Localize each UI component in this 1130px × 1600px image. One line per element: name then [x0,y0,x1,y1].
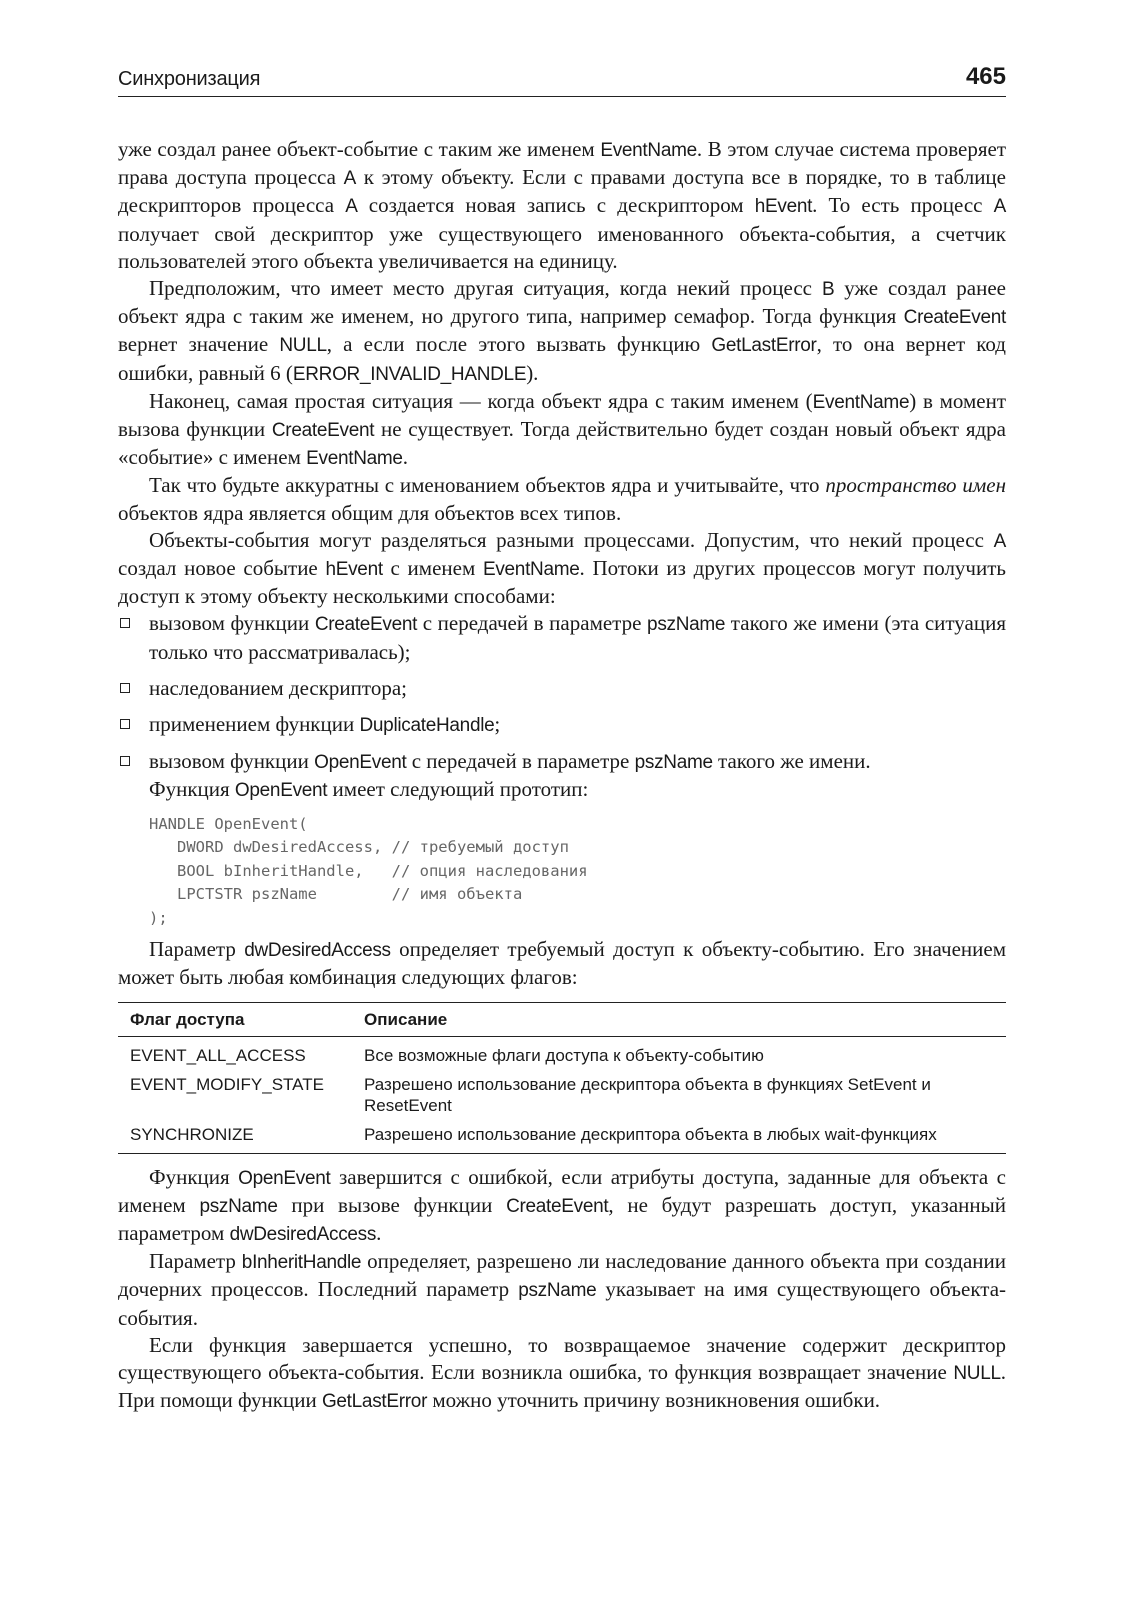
text-run: Предположим, что имеет место другая ситуация, когда некий процесс [149,276,822,301]
text-run: Наконец, самая простая ситуация — когда объект ядра с таким именем ( [149,388,813,413]
code-term: dwDesiredAccess [244,940,391,962]
text-run: , то она вернет код ошибки, равный 6 ( [118,332,1006,385]
code-term: hEvent [325,559,383,581]
access-flags-table [118,1002,1006,1154]
list-item [118,610,1006,665]
text-run: не существует. Тогда действительно будет создан новый объект ядра «событие» с именем [118,417,1006,470]
page-number: 465 [965,63,1006,90]
text-run: ) в момент вызова функции [118,388,1006,442]
text-run: завершится с ошибкой, если атрибуты доступа, заданные для объекта с именем [118,1164,1006,1217]
text-run: к этому объекту. Если с правами доступа все в порядке, то в таблице дескрипторов процесса [118,165,1006,218]
text-run: уже создал ранее объект ядра с таким же именем, но другого типа, например семафор. Тогда функция [118,276,1007,329]
table-header-row [118,1002,1006,1036]
code-term: pszName [647,614,726,636]
flag-cell: EVENT_MODIFY_STATE [130,1074,324,1094]
code-term: ERROR_INVALID_HANDLE [292,363,527,385]
checkbox-bullet-icon [120,719,130,729]
flag-cell: EVENT_ALL_ACCESS [130,1045,306,1065]
paragraph [118,1332,1006,1416]
paragraph [118,936,1006,991]
code-listing: HANDLE OpenEvent( DWORD dwDesiredAccess, // требуемый доступ BOOL bInheritHandle, // опция наследования LPCTSTR pszName // имя объекта ); [149,814,588,927]
text-run: с передачей в параметре [406,749,635,774]
table-row [118,1036,1006,1068]
column-header: Флаг доступа [118,1002,352,1036]
text-run: определяет требуемый доступ к объекту-событию. Его значением может быть любая комбинация следующих флагов: [118,937,1006,990]
text-run: вернет значение [118,332,280,357]
body-text [118,136,1006,1415]
paragraph [118,527,1006,611]
paragraph [118,275,1006,388]
code-term: CreateEvent [506,1195,609,1217]
text-run: Функция [149,1164,239,1189]
code-term: NULL [953,1363,1001,1384]
text-run: с именем [382,556,483,581]
flag-cell: SYNCHRONIZE [118,1118,352,1154]
text-run: . В этом случае система проверяет права доступа процесса [118,137,1007,190]
code-term: DuplicateHandle [359,715,495,737]
text-run: определяет, разрешено ли наследование данного объекта при создании дочерних процессов. Последний параметр [118,1249,1006,1302]
paragraph [118,388,1006,473]
running-header [118,62,1006,97]
code-term: NULL [279,335,327,357]
column-header: Описание [352,1002,1006,1036]
code-term: CreateEvent [314,614,418,636]
text-run: такого же имени. [712,749,871,774]
code-term: GetLastError [711,335,817,357]
text-run: . [402,445,408,470]
text-run: получает свой дескриптор уже существующего именованного объекта-события, а счетчик пользователей этого объекта увеличивается на единицу. [118,221,1006,273]
checkbox-bullet-icon [120,683,130,693]
emphasis: пространство имен [825,473,1007,498]
text-run: применением функции [149,712,360,737]
description-cell: Разрешено использование дескриптора объекта в любых wait-функциях [352,1118,1006,1154]
text-run: Функция [149,777,235,802]
code-term: OpenEvent [234,780,328,802]
code-term: B [821,279,835,301]
code-term: GetLastError [321,1391,428,1413]
text-run: , а если после этого вызвать функцию [326,332,712,357]
text-run: Параметр [149,937,245,962]
code-term: A [993,530,1006,552]
code-term: pszName [634,752,713,774]
text-run: уже создал ранее объект-событие с таким же именем [118,137,601,161]
code-term: A [345,196,358,218]
code-term: A [993,196,1007,218]
description-cell: Все возможные флаги доступа к объекту-событию [364,1045,764,1065]
text-run: Объекты-события могут разделяться разными процессами. Допустим, что некий процесс [149,527,994,552]
paragraph [118,1164,1006,1249]
access-methods-list [118,610,1006,776]
code-term: CreateEvent [903,307,1006,329]
code-term: pszName [199,1195,278,1217]
text-run: объектов ядра является общим для объектов всех типов. [118,500,622,525]
text-run: ). [526,360,539,385]
text-run: указывает на имя существующего объекта-события. [118,1277,1007,1330]
section-title: Синхронизация [118,68,261,90]
text-run: . То есть процесс [812,193,994,218]
text-run: . При помощи функции [118,1360,1006,1413]
code-term: EventName [812,391,910,413]
description-cell: Разрешено использование дескриптора объекта в функциях SetEvent и ResetEvent [364,1074,931,1115]
text-run: наследованием дескриптора; [149,675,407,700]
text-run: создается новая запись с дескриптором [357,193,755,218]
code-term: OpenEvent [314,752,407,774]
code-term: CreateEvent [271,420,375,442]
code-term: EventName [306,448,403,470]
text-run: с передачей в параметре [417,611,648,636]
text-run: можно уточнить причину возникновения ошибки. [427,1388,881,1413]
paragraph [118,472,1006,526]
list-item [118,675,1006,702]
code-term: bInheritHandle [241,1252,362,1274]
code-term: pszName [518,1280,597,1302]
code-term: OpenEvent [238,1167,331,1189]
text-run: такого же имени (эта ситуация только что рассматривалась); [149,611,1006,664]
table-row [118,1068,1006,1118]
checkbox-bullet-icon [120,756,130,766]
text-run: . [376,1220,382,1245]
text-run: Так что будьте аккуратны с именованием объектов ядра и учитывайте, что [149,473,826,498]
list-item [118,748,1006,776]
paragraph [118,136,1006,275]
text-run: вызовом функции [149,749,315,774]
checkbox-bullet-icon [120,618,130,628]
code-term: hEvent [754,196,813,218]
code-term: A [343,168,356,190]
paragraph [118,1248,1006,1332]
list-item [118,711,1006,739]
text-run: имеет следующий прототип: [327,777,589,802]
text-run: при вызове функции [277,1192,507,1217]
code-term: EventName [482,559,580,581]
text-run: вызовом функции [149,611,315,636]
text-run: Параметр [149,1249,242,1274]
table-row [118,1118,1006,1154]
text-run: , не будут разрешать доступ, указанный параметром [118,1192,1006,1245]
text-run: создал новое событие [118,556,326,581]
paragraph [118,776,1006,804]
code-term: dwDesiredAccess [229,1223,377,1245]
text-run: Если функция завершается успешно, то возвращаемое значение содержит дескриптор существующего объекта-события. Если возникла ошибка, то функция возвращает значение [118,1332,1006,1384]
text-run: . Потоки из других процессов могут получить доступ к этому объекту несколькими способами: [118,556,1006,609]
text-run: ; [494,712,501,737]
code-term: EventName [600,140,697,161]
